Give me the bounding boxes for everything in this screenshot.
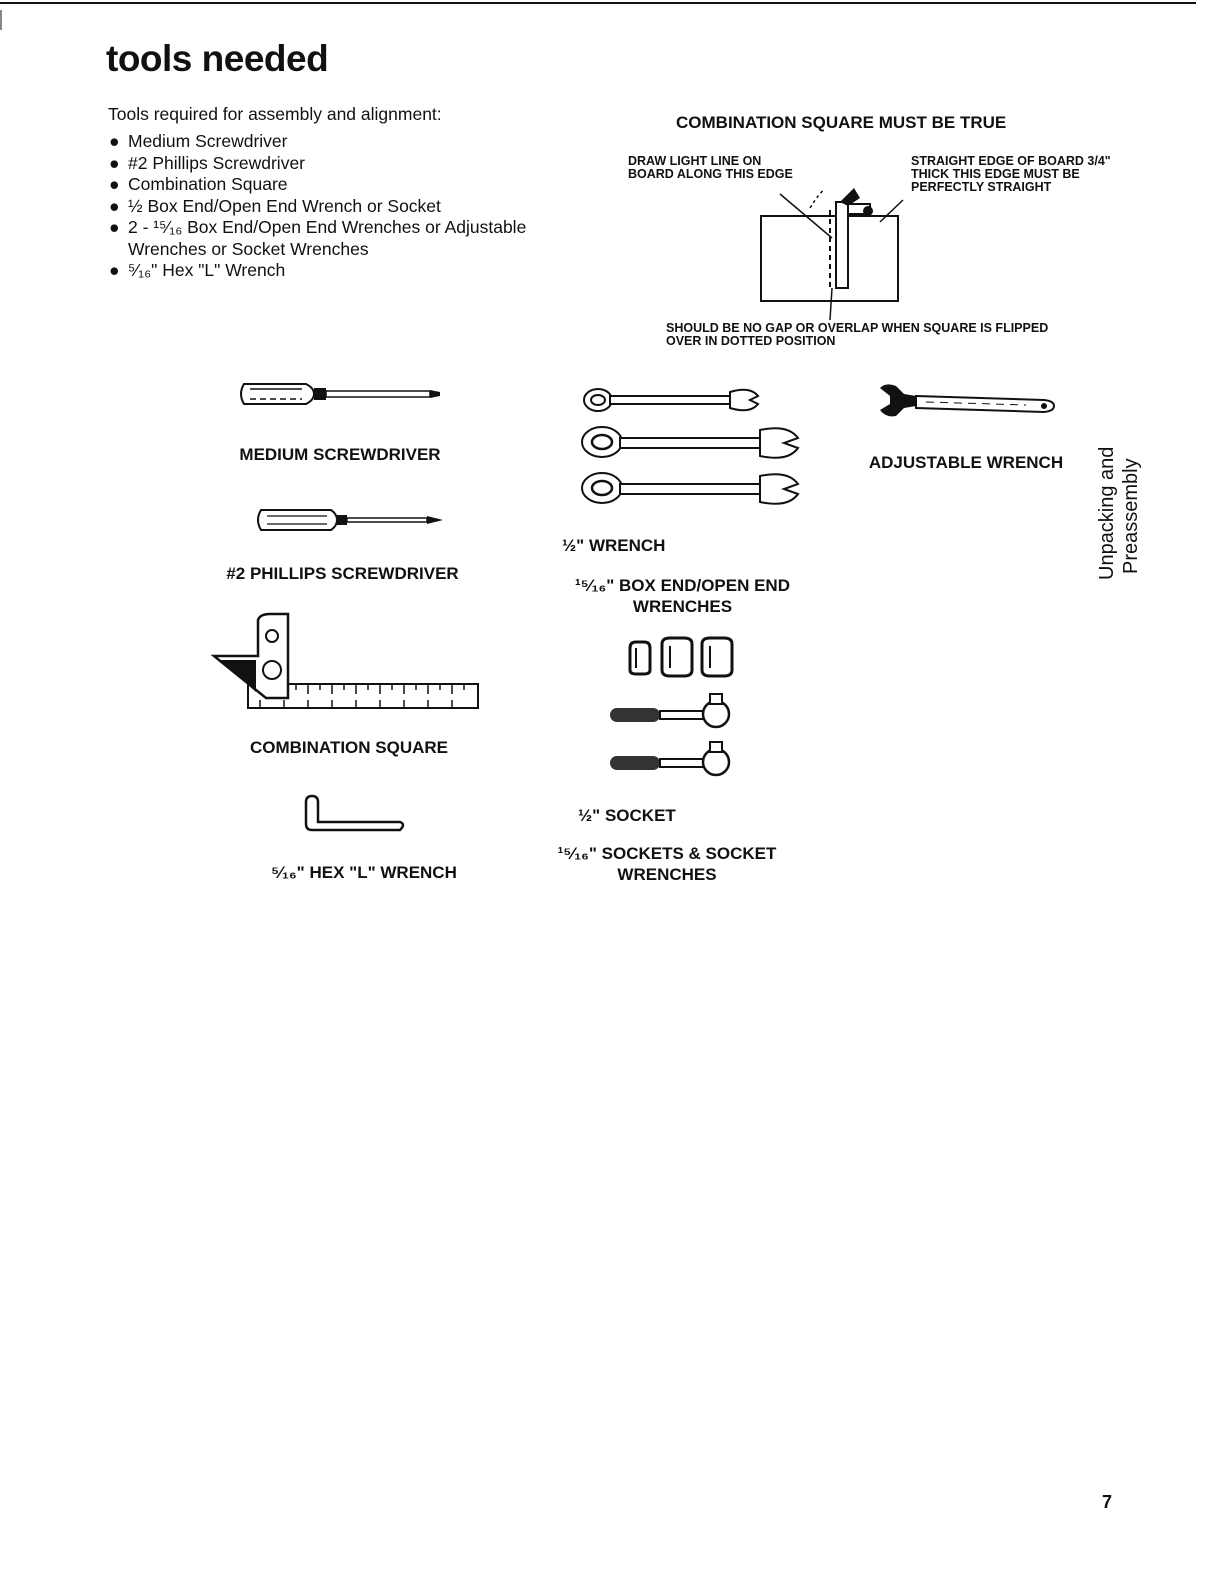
combination-square-illustration [210, 612, 485, 717]
box-end-wrenches-illustration [580, 384, 805, 516]
bullet-icon: ● [109, 195, 120, 216]
hex-wrench-caption: ⁵⁄₁₆" HEX "L" WRENCH [271, 863, 457, 882]
phillips-screwdriver-caption: #2 PHILLIPS SCREWDRIVER [226, 564, 459, 583]
top-rule [0, 2, 1196, 4]
section-side-tab [1090, 440, 1150, 590]
medium-screwdriver-illustration [236, 376, 446, 416]
half-wrench-caption: ½" WRENCH [562, 536, 666, 555]
page-number: 7 [1102, 1492, 1113, 1512]
combination-square-caption: COMBINATION SQUARE [249, 738, 448, 757]
phillips-screwdriver-illustration [253, 506, 453, 536]
adjustable-wrench-illustration [876, 380, 1058, 420]
list-item [108, 174, 598, 196]
box-end-wrenches-caption: ¹⁵⁄₁₆" BOX END/OPEN END WRENCHES [575, 576, 790, 616]
margin-tick [0, 10, 2, 30]
sockets-caption: ¹⁵⁄₁₆" SOCKETS & SOCKET WRENCHES [557, 844, 777, 884]
list-item-text: 2 - ¹⁵⁄₁₆ Box End/Open End Wrenches or Adjustable Wrenches or Socket Wrenches [128, 217, 527, 259]
draw-line-note: DRAW LIGHT LINE ON BOARD ALONG THIS EDGE [628, 154, 793, 181]
bullet-icon: ● [109, 152, 120, 173]
bullet-icon: ● [109, 131, 120, 151]
adjustable-wrench-caption: ADJUSTABLE WRENCH [868, 453, 1064, 472]
socket-wrenches-illustration [608, 690, 743, 780]
half-socket-caption: ½" SOCKET [578, 806, 676, 825]
side-tab-line-2: Preassembly [1120, 458, 1142, 574]
list-item [108, 153, 598, 175]
side-tab-line-1: Unpacking and [1096, 446, 1118, 580]
list-item [108, 196, 598, 218]
bullet-icon: ● [109, 217, 120, 237]
bullet-icon: ● [109, 260, 120, 280]
page-title: tools needed [106, 38, 329, 79]
medium-screwdriver-caption: MEDIUM SCREWDRIVER [239, 445, 441, 464]
bullet-icon: ● [109, 174, 120, 194]
sockets-illustration [624, 636, 744, 680]
no-gap-note: SHOULD BE NO GAP OR OVERLAP WHEN SQUARE IS FLIPPED OVER IN DOTTED POSITION [666, 321, 1049, 348]
list-item [108, 131, 598, 153]
list-item-text: Combination Square [128, 174, 288, 194]
list-item [108, 217, 598, 260]
straight-edge-note: STRAIGHT EDGE OF BOARD 3/4" THICK THIS EDGE MUST BE PERFECTLY STRAIGHT [911, 154, 1111, 194]
list-item-text: #2 Phillips Screwdriver [128, 152, 306, 173]
list-item-text: Medium Screwdriver [128, 131, 288, 151]
list-item [108, 260, 598, 282]
intro-text: Tools required for assembly and alignment: [108, 104, 442, 124]
hex-l-wrench-illustration [300, 792, 410, 842]
list-item-text: ½ Box End/Open End Wrench or Socket [128, 195, 441, 216]
square-diagram-illustration [740, 180, 940, 330]
tool-list [108, 131, 598, 282]
square-diagram-heading: COMBINATION SQUARE MUST BE TRUE [676, 113, 1007, 132]
list-item-text: ⁵⁄₁₆" Hex "L" Wrench [128, 260, 286, 280]
